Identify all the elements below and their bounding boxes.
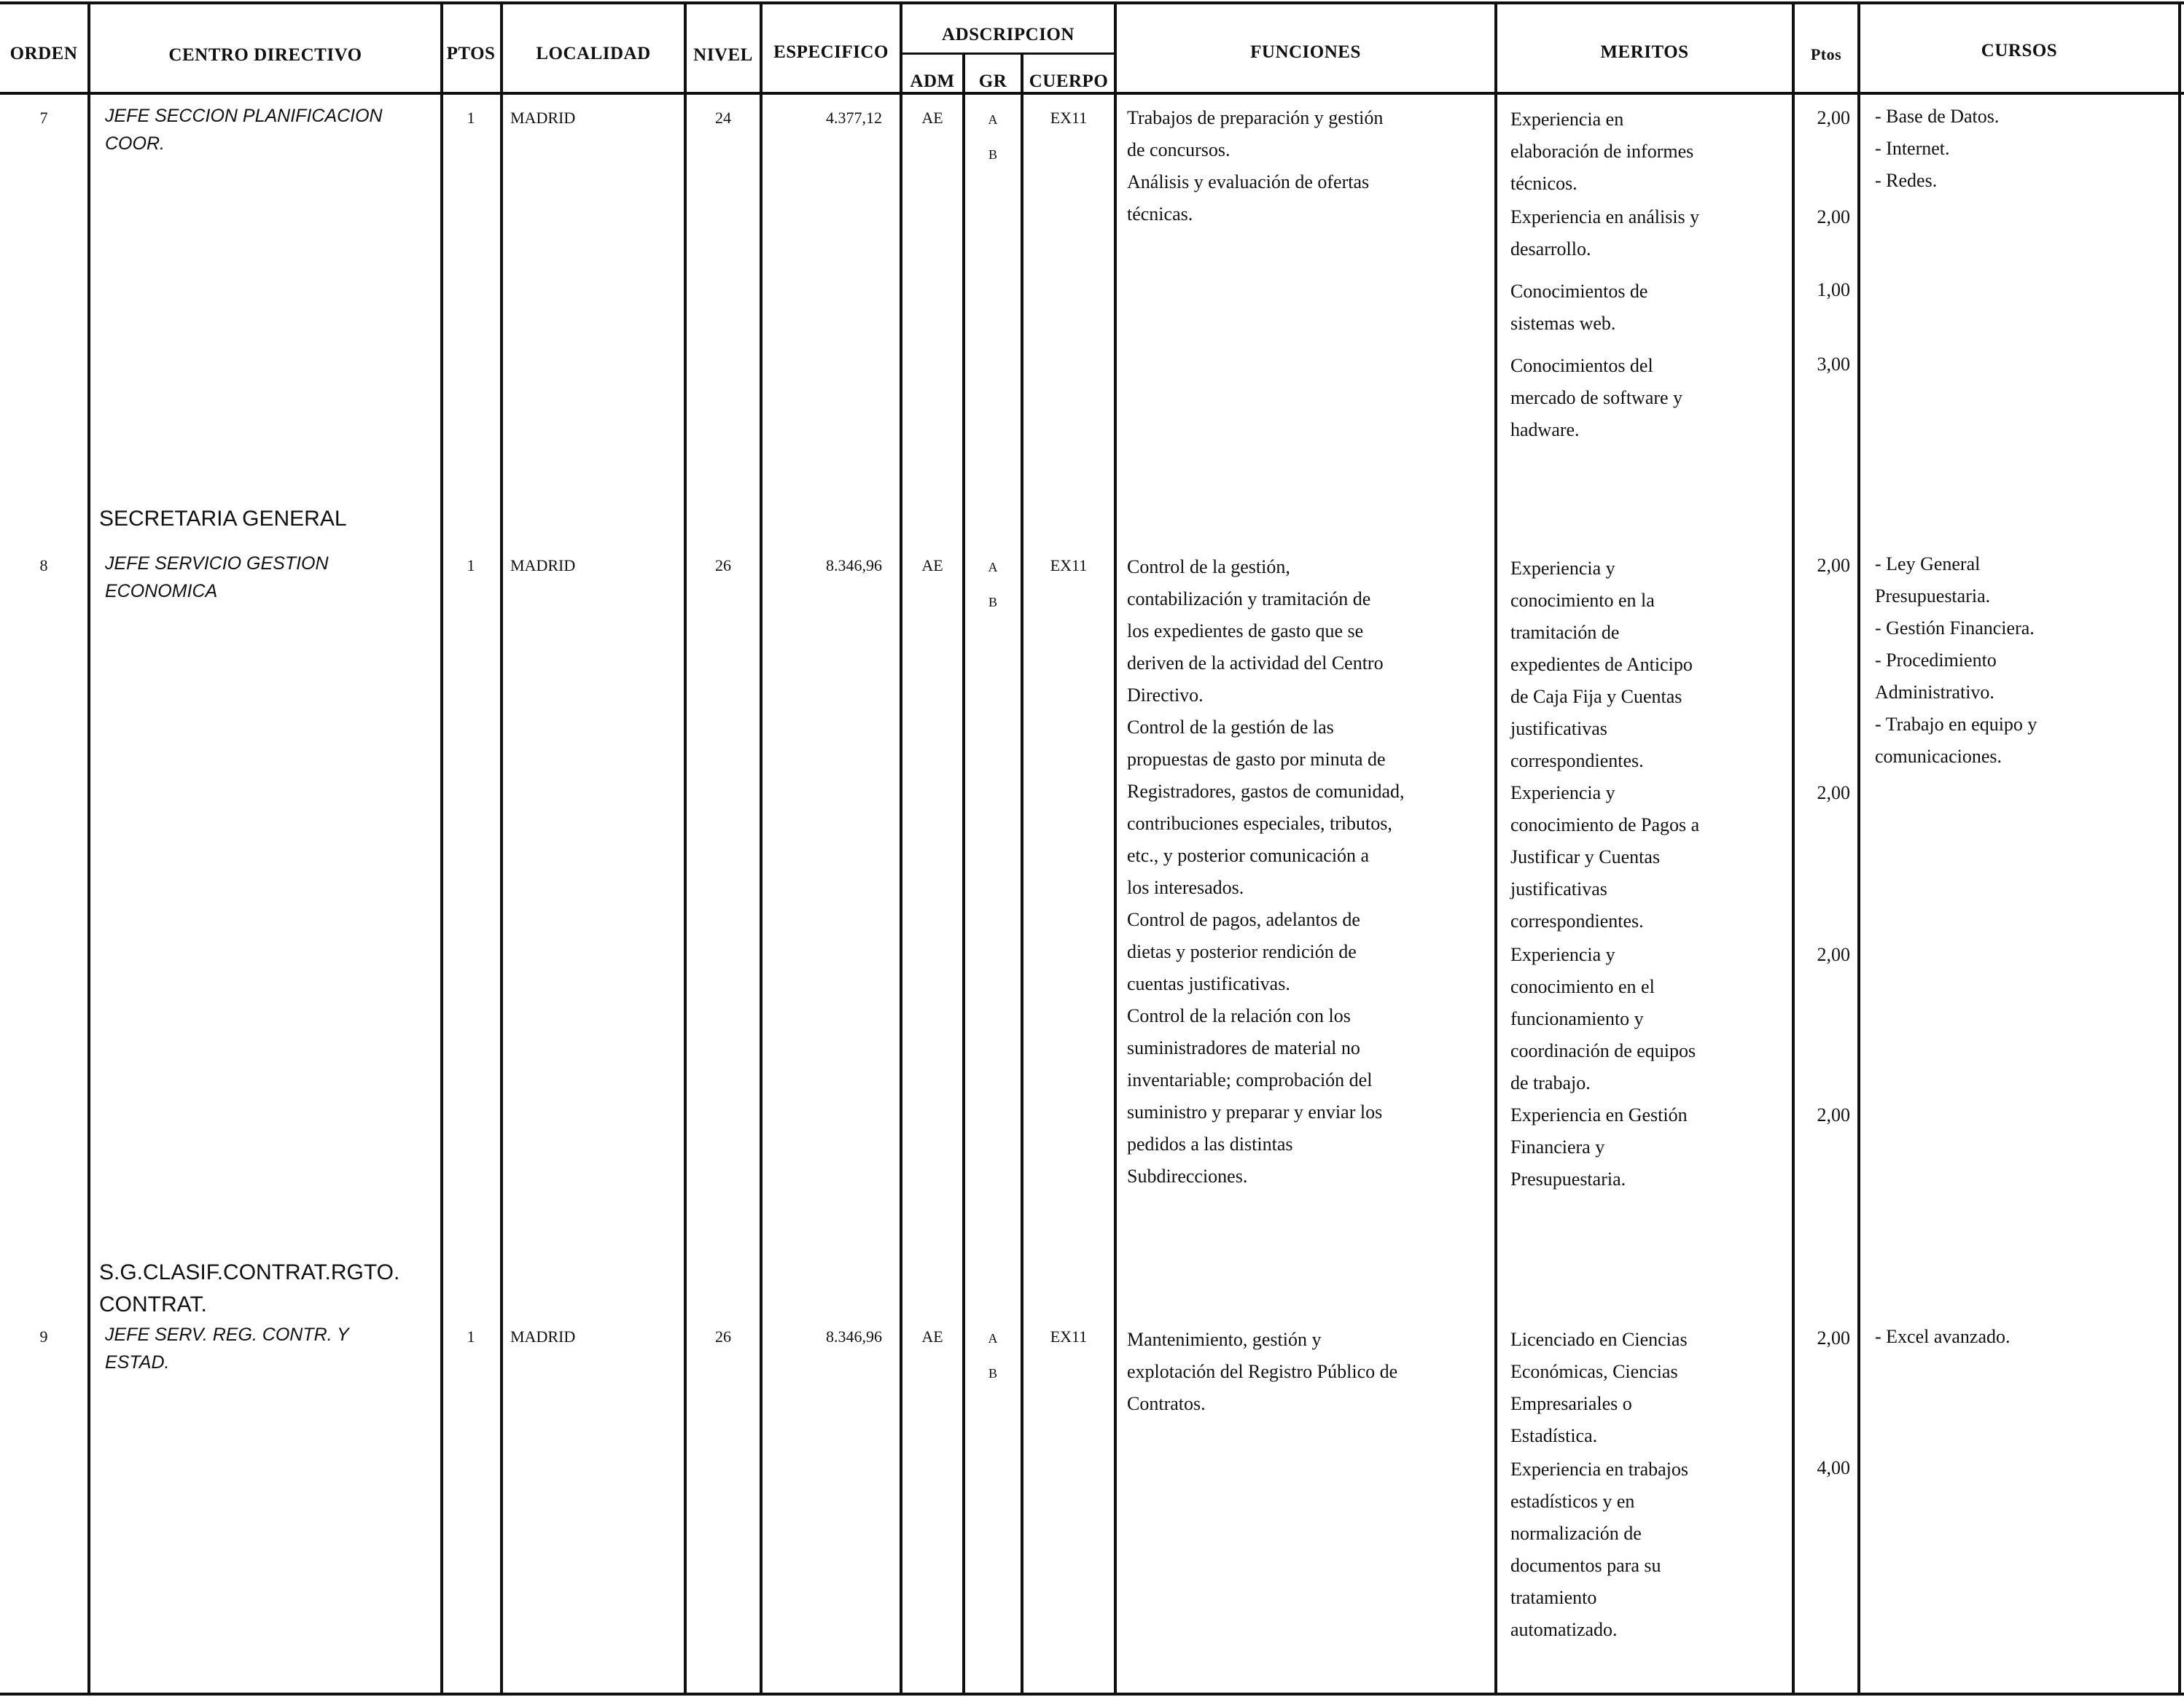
row-8-funciones-line: contabilización y tramitación de: [1127, 588, 1371, 609]
row-8-funciones-line: inventariable; comprobación del: [1127, 1069, 1373, 1091]
row-8-merito-4: [1510, 1099, 1688, 1195]
merito-line: correspondientes.: [1510, 910, 1644, 932]
row-7-funciones: [1127, 102, 1383, 230]
row-8-nivel: 26: [715, 556, 731, 574]
row-9-nivel: 26: [715, 1327, 731, 1346]
row-7-adm: AE: [921, 109, 943, 127]
adscripcion-divider: [901, 52, 1114, 55]
merito-line: desarrollo.: [1510, 238, 1591, 260]
top-border: [0, 1, 2184, 4]
section-title: [99, 1257, 399, 1321]
header-meritos: MERITOS: [1600, 42, 1689, 62]
row-8-funciones-line: suministro y preparar y enviar los: [1127, 1101, 1383, 1123]
bottom-border: [0, 1693, 2184, 1696]
merito-line: conocimiento de Pagos a: [1510, 814, 1700, 835]
row-9-merito-2: [1510, 1454, 1688, 1646]
col-divider-8: [1021, 52, 1023, 1696]
row-8-ptos: 1: [467, 556, 475, 574]
row-7-merito-1-pts: 2,00: [1817, 107, 1850, 128]
header-orden: ORDEN: [9, 44, 78, 63]
header-especifico: ESPECIFICO: [773, 42, 889, 62]
merito-line: Conocimientos de: [1510, 281, 1648, 302]
merito-line: Experiencia y: [1510, 558, 1615, 579]
merito-line: tratamiento: [1510, 1587, 1597, 1608]
header-adm: ADM: [910, 71, 955, 91]
header-nivel: NIVEL: [693, 45, 753, 65]
row-8-gr-b: B: [988, 595, 997, 609]
row-8-cuerpo: EX11: [1050, 556, 1088, 574]
merito-line: justificativas: [1510, 878, 1607, 900]
row-9-merito-1: [1510, 1324, 1688, 1452]
merito-line: elaboración de informes: [1510, 141, 1694, 162]
merito-line: expedientes de Anticipo: [1510, 654, 1693, 675]
row-8-adm: AE: [921, 556, 943, 574]
header-centro-directivo: CENTRO DIRECTIVO: [168, 45, 362, 65]
row-7-orden: 7: [39, 109, 48, 127]
merito-line: automatizado.: [1510, 1619, 1618, 1640]
row-7-merito-3-pts: 1,00: [1817, 279, 1850, 300]
curso-line: Administrativo.: [1875, 682, 1994, 703]
row-8-funciones-line: Directivo.: [1127, 684, 1204, 706]
col-divider-6: [900, 1, 902, 1696]
merito-line: coordinación de equipos: [1510, 1040, 1696, 1061]
row-8-merito-3: [1510, 939, 1696, 1099]
curso-line: - Internet.: [1875, 138, 1950, 159]
merito-line: normalización de: [1510, 1523, 1642, 1544]
header-ptos-meritos: Ptos: [1810, 45, 1842, 63]
curso-line: - Redes.: [1875, 170, 1938, 191]
row-7-cursos: [1875, 101, 1999, 197]
col-divider-10: [1494, 1, 1497, 1696]
curso-line: - Gestión Financiera.: [1875, 617, 2035, 639]
header-ptos: PTOS: [446, 44, 496, 63]
row-8-funciones-line: cuentas justificativas.: [1127, 973, 1290, 994]
merito-line: Empresariales o: [1510, 1393, 1632, 1414]
row-8-especifico: 8.346,96: [826, 556, 882, 574]
row-8-merito-3-pts: 2,00: [1817, 944, 1850, 965]
header-adscripcion: ADSCRIPCION: [942, 25, 1075, 44]
row-8-funciones-line: Control de la relación con los: [1127, 1005, 1351, 1026]
row-8-funciones-line: dietas y posterior rendición de: [1127, 941, 1357, 962]
header-gr: GR: [978, 71, 1007, 91]
row-8-merito-2-pts: 2,00: [1817, 782, 1850, 803]
merito-line: Justificar y Cuentas: [1510, 846, 1661, 867]
curso-line: comunicaciones.: [1875, 746, 2002, 767]
merito-line: conocimiento en el: [1510, 976, 1655, 997]
curso-line: - Ley General: [1875, 553, 1981, 574]
row-7-merito-4: [1510, 350, 1682, 446]
merito-line: documentos para su: [1510, 1555, 1661, 1576]
row-9-merito-1-pts: 2,00: [1817, 1327, 1850, 1349]
row-8-funciones-line: Subdirecciones.: [1127, 1166, 1248, 1187]
row-8-funciones-line: Control de la gestión de las: [1127, 717, 1334, 738]
row-8-funciones-line: etc., y posterior comunicación a: [1127, 845, 1370, 866]
row-9-especifico: 8.346,96: [826, 1327, 882, 1346]
row-8-funciones-line: Registradores, gastos de comunidad,: [1127, 781, 1405, 802]
merito-line: Económicas, Ciencias: [1510, 1361, 1678, 1382]
row-7-funciones-line: de concursos.: [1127, 139, 1231, 160]
merito-line: Experiencia en análisis y: [1510, 206, 1700, 227]
col-divider-12: [1857, 1, 1860, 1696]
header-cuerpo: CUERPO: [1029, 71, 1109, 91]
row-9-funciones-line: explotación del Registro Público de: [1127, 1361, 1398, 1382]
row-9-gr-b: B: [988, 1366, 997, 1381]
merito-line: sistemas web.: [1510, 313, 1616, 334]
row-8-centro-line-1: JEFE SERVICIO GESTION: [105, 553, 329, 574]
curso-line: - Procedimiento: [1875, 649, 1997, 671]
row-9-orden: 9: [39, 1327, 48, 1346]
row-8-merito-1-pts: 2,00: [1817, 555, 1850, 576]
row-8-merito-2: [1510, 777, 1699, 937]
col-divider-3: [500, 1, 503, 1696]
curso-line: - Excel avanzado.: [1875, 1326, 2011, 1347]
row-8-funciones-line: contribuciones especiales, tributos,: [1127, 813, 1392, 834]
merito-line: correspondientes.: [1510, 750, 1644, 771]
merito-line: justificativas: [1510, 718, 1607, 739]
row-8-funciones-line: suministradores de material no: [1127, 1037, 1360, 1058]
row-9-merito-2-pts: 4,00: [1817, 1457, 1850, 1478]
row-8-funciones-line: deriven de la actividad del Centro: [1127, 652, 1384, 674]
row-7-centro-line-2: COOR.: [105, 133, 165, 154]
row-9-cuerpo: EX11: [1050, 1327, 1088, 1346]
row-9-cursos: [1875, 1321, 2011, 1353]
row-8-cursos: [1875, 548, 2037, 773]
row-8-funciones: [1127, 551, 1405, 1193]
row-7-funciones-line: Análisis y evaluación de ofertas: [1127, 171, 1370, 192]
row-9-centro: [105, 1321, 349, 1376]
col-divider-4: [684, 1, 687, 1696]
curso-line: - Base de Datos.: [1875, 106, 2000, 127]
row-8-funciones-line: Control de pagos, adelantos de: [1127, 909, 1360, 930]
section-title-line: S.G.CLASIF.CONTRAT.RGTO.: [99, 1260, 400, 1284]
row-9-centro-line-1: JEFE SERV. REG. CONTR. Y: [105, 1325, 349, 1345]
row-7-ptos: 1: [467, 109, 475, 127]
curso-line: - Trabajo en equipo y: [1875, 714, 2037, 735]
col-divider-1: [87, 1, 90, 1696]
col-divider-11: [1792, 1, 1795, 1696]
row-8-funciones-line: pedidos a las distintas: [1127, 1134, 1293, 1155]
col-divider-5: [760, 1, 763, 1696]
row-7-merito-3: [1510, 276, 1647, 340]
merito-line: hadware.: [1510, 419, 1580, 440]
row-8-funciones-line: los interesados.: [1127, 877, 1244, 898]
row-9-gr-a: A: [988, 1331, 998, 1346]
row-9-centro-line-2: ESTAD.: [105, 1352, 170, 1373]
row-8-centro-line-2: ECONOMICA: [105, 581, 218, 601]
merito-line: Estadística.: [1510, 1425, 1598, 1446]
merito-line: funcionamiento y: [1510, 1008, 1644, 1029]
merito-line: conocimiento en la: [1510, 590, 1655, 611]
row-7-centro: [105, 102, 383, 157]
row-7-nivel: 24: [715, 109, 731, 127]
row-8-funciones-line: propuestas de gasto por minuta de: [1127, 749, 1386, 770]
curso-line: Presupuestaria.: [1875, 585, 1991, 606]
header-funciones: FUNCIONES: [1250, 42, 1361, 62]
row-7-merito-4-pts: 3,00: [1817, 354, 1850, 375]
merito-line: Experiencia en trabajos: [1510, 1459, 1688, 1480]
row-8-merito-1: [1510, 553, 1693, 777]
row-9-adm: AE: [921, 1327, 943, 1346]
row-9-funciones-line: Contratos.: [1127, 1393, 1206, 1414]
row-7-merito-1: [1510, 104, 1693, 200]
row-7-funciones-line: Trabajos de preparación y gestión: [1127, 107, 1384, 128]
merito-line: Experiencia y: [1510, 782, 1615, 803]
row-8-merito-4-pts: 2,00: [1817, 1104, 1850, 1126]
col-divider-9: [1114, 1, 1117, 1696]
row-8-gr-a: A: [988, 560, 998, 574]
merito-line: Presupuestaria.: [1510, 1169, 1626, 1190]
row-9-funciones: [1127, 1324, 1397, 1420]
header-cursos: CURSOS: [1981, 41, 2058, 61]
merito-line: de Caja Fija y Cuentas: [1510, 686, 1682, 707]
merito-line: Experiencia y: [1510, 944, 1615, 965]
col-divider-2: [440, 1, 443, 1696]
section-title-line: CONTRAT.: [99, 1292, 207, 1316]
row-7-merito-2: [1510, 201, 1699, 265]
merito-line: mercado de software y: [1510, 387, 1683, 408]
row-7-gr-a: A: [988, 112, 998, 127]
row-7-localidad: MADRID: [510, 109, 576, 127]
merito-line: Licenciado en Ciencias: [1510, 1329, 1688, 1350]
row-7-especifico: 4.377,12: [826, 109, 882, 127]
col-divider-13: [2178, 1, 2181, 1696]
row-8-funciones-line: Control de la gestión,: [1127, 556, 1290, 577]
row-9-localidad: MADRID: [510, 1327, 576, 1346]
merito-line: de trabajo.: [1510, 1072, 1591, 1093]
row-8-orden: 8: [39, 556, 48, 574]
row-7-funciones-line: técnicas.: [1127, 203, 1193, 225]
merito-line: Experiencia en: [1510, 109, 1624, 130]
row-9-ptos: 1: [467, 1327, 475, 1346]
merito-line: Financiera y: [1510, 1136, 1605, 1158]
row-7-centro-line-1: JEFE SECCION PLANIFICACION: [105, 106, 383, 126]
row-7-merito-2-pts: 2,00: [1817, 206, 1850, 227]
merito-line: Experiencia en Gestión: [1510, 1104, 1688, 1126]
row-7-cuerpo: EX11: [1050, 109, 1088, 127]
merito-line: tramitación de: [1510, 622, 1620, 643]
row-8-centro: [105, 550, 329, 605]
row-7-gr-b: B: [988, 147, 997, 162]
merito-line: Conocimientos del: [1510, 355, 1653, 376]
row-8-funciones-line: los expedientes de gasto que se: [1127, 620, 1364, 641]
row-9-funciones-line: Mantenimiento, gestión y: [1127, 1329, 1322, 1350]
merito-line: estadísticos y en: [1510, 1491, 1635, 1512]
row-8-localidad: MADRID: [510, 556, 576, 574]
header-bottom-border: [0, 92, 2184, 95]
merito-line: técnicos.: [1510, 173, 1577, 194]
col-divider-7: [962, 52, 965, 1696]
header-localidad: LOCALIDAD: [536, 44, 651, 63]
section-title: SECRETARIA GENERAL: [99, 507, 347, 531]
